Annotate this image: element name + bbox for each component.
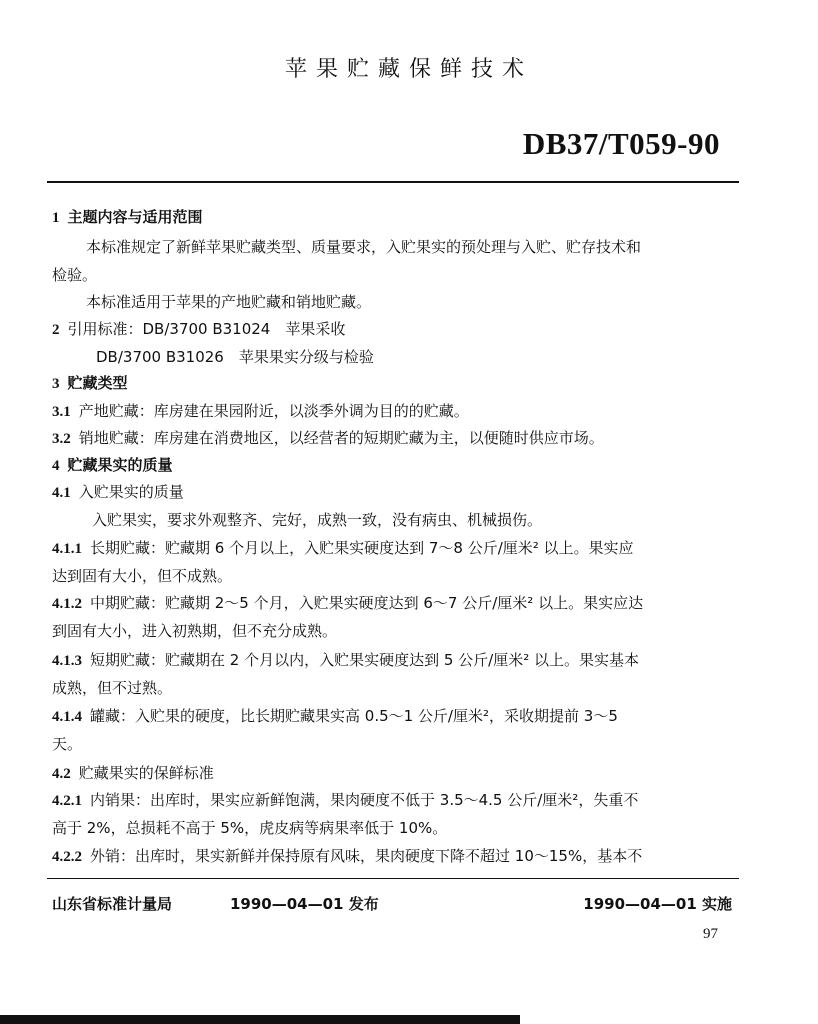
- clause-text: 外销：出库时，果实新鲜并保持原有风味，果肉硬度下降不超过 10～15%，基本不: [90, 847, 643, 865]
- clause-3-1: [52, 400, 469, 421]
- paragraph: 达到固有大小，但不成熟。: [52, 567, 233, 585]
- section-title: 贮藏类型: [67, 374, 128, 392]
- standard-number: DB37/T059-90: [522, 126, 720, 161]
- paragraph: 本标准规定了新鲜苹果贮藏类型、质量要求，入贮果实的预处理与入贮、贮存技术和: [86, 238, 642, 256]
- issue-date: 1990—04—01 发布: [230, 895, 379, 913]
- footer-rule: [47, 878, 739, 879]
- clause-4-1-3: [52, 649, 639, 670]
- clause-text: 长期贮藏：贮藏期 6 个月以上，入贮果实硬度达到 7～8 公斤/厘米² 以上。果实应: [90, 539, 634, 557]
- issuing-authority: 山东省标准计量局: [52, 895, 173, 913]
- clause-3-2: [52, 427, 604, 448]
- clause-number: 4.1.4: [52, 709, 82, 725]
- paragraph: 成熟，但不过熟。: [52, 679, 173, 697]
- paragraph: 高于 2%，总损耗不高于 5%，虎皮病等病果率低于 10%。: [52, 819, 448, 837]
- clause-4-1: [52, 481, 184, 502]
- clause-text: 销地贮藏：库房建在消费地区，以经营者的短期贮藏为主，以便随时供应市场。: [78, 429, 604, 447]
- section-title: 贮藏果实的质量: [67, 456, 173, 474]
- clause-number: 4.1.1: [52, 541, 82, 557]
- section-number: 3: [52, 376, 60, 392]
- effective-date: 1990—04—01 实施: [583, 895, 732, 913]
- paragraph: 到固有大小，进入初熟期，但不充分成熟。: [52, 622, 338, 640]
- section-2-line: [52, 318, 345, 339]
- clause-text: 中期贮藏：贮藏期 2～5 个月，入贮果实硬度达到 6～7 公斤/厘米² 以上。果实应达: [90, 594, 644, 612]
- clause-text: 内销果：出库时，果实应新鲜饱满，果肉硬度不低于 3.5～4.5 公斤/厘米²，失重不: [90, 791, 639, 809]
- clause-number: 4.2.1: [52, 793, 82, 809]
- header-rule: [47, 181, 739, 183]
- clause-title: 入贮果实的质量: [78, 483, 184, 501]
- section-number: 1: [52, 210, 60, 226]
- clause-4-1-4: [52, 705, 618, 726]
- section-number: 4: [52, 458, 60, 474]
- clause-4-1-2: [52, 592, 643, 613]
- clause-number: 3.2: [52, 431, 71, 447]
- clause-number: 3.1: [52, 404, 71, 420]
- scan-edge-shadow: [0, 1015, 520, 1024]
- clause-4-2: [52, 762, 214, 783]
- paragraph: 本标准适用于苹果的产地贮藏和销地贮藏。: [86, 293, 372, 311]
- document-title: 苹果贮藏保鲜技术: [284, 57, 533, 82]
- page-number: 97: [703, 926, 718, 942]
- clause-4-2-1: [52, 789, 638, 810]
- section-3-heading: [52, 372, 128, 393]
- section-1-heading: [52, 206, 203, 227]
- clause-number: 4.2.2: [52, 849, 82, 865]
- clause-text: 罐藏：入贮果的硬度，比长期贮藏果实高 0.5～1 公斤/厘米²，采收期提前 3～5: [90, 707, 618, 725]
- paragraph: 入贮果实，要求外观整齐、完好，成熟一致，没有病虫、机械损伤。: [92, 511, 543, 529]
- clause-text: 短期贮藏：贮藏期在 2 个月以内，入贮果实硬度达到 5 公斤/厘米² 以上。果实基本: [90, 651, 639, 669]
- reference-standard: DB/3700 B31026 苹果果实分级与检验: [96, 348, 374, 366]
- paragraph: 检验。: [52, 266, 98, 284]
- clause-number: 4.2: [52, 766, 71, 782]
- reference-standard: 引用标准：DB/3700 B31024 苹果采收: [67, 320, 346, 338]
- section-number: 2: [52, 322, 60, 338]
- clause-number: 4.1.2: [52, 596, 82, 612]
- paragraph: 天。: [52, 735, 83, 753]
- clause-4-1-1: [52, 537, 634, 558]
- clause-text: 产地贮藏：库房建在果园附近，以淡季外调为目的的贮藏。: [78, 402, 469, 420]
- clause-title: 贮藏果实的保鲜标准: [78, 764, 214, 782]
- section-4-heading: [52, 454, 173, 475]
- clause-number: 4.1: [52, 485, 71, 501]
- section-title: 主题内容与适用范围: [67, 208, 203, 226]
- clause-4-2-2: [52, 845, 642, 866]
- clause-number: 4.1.3: [52, 653, 82, 669]
